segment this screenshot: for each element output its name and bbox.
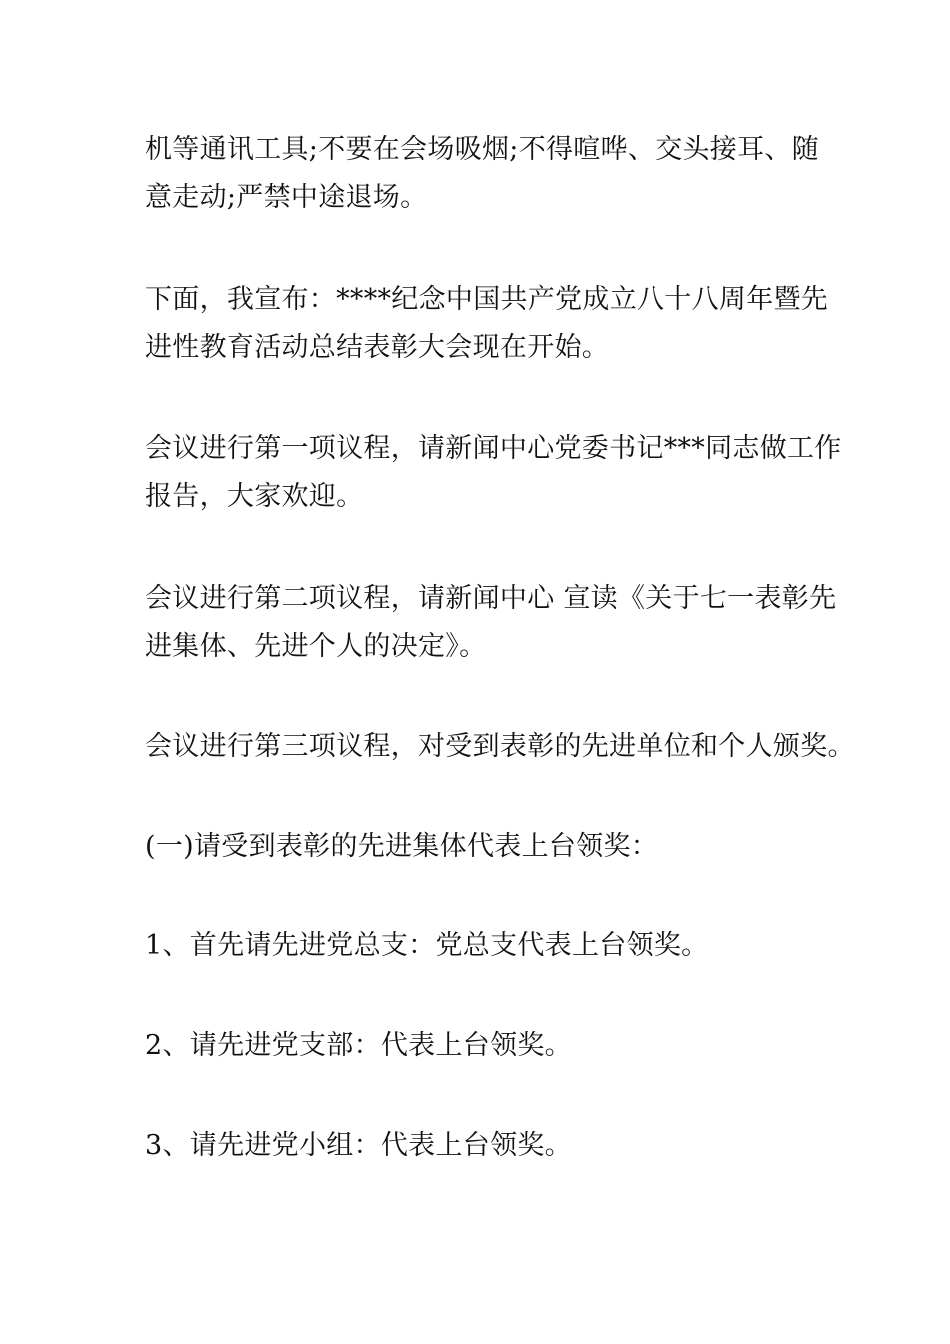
paragraph-agenda-item-1	[145, 425, 842, 521]
text-line: 3、请先进党小组：代表上台领奖。	[145, 1130, 572, 1161]
text-line: 进性教育活动总结表彰大会现在开始。	[145, 332, 610, 363]
paragraph-meeting-opening	[145, 276, 829, 372]
list-item-award-3	[145, 1122, 810, 1170]
text-line: 1、首先请先进党总支：党总支代表上台领奖。	[145, 930, 709, 961]
text-line: 报告，大家欢迎。	[145, 481, 364, 512]
text-line: 会议进行第三项议程，对受到表彰的先进单位和个人颁奖。	[145, 731, 855, 762]
list-item-award-1	[145, 922, 810, 970]
text-line: 下面，我宣布：****纪念中国共产党成立八十八周年暨先	[145, 284, 829, 315]
paragraph-collective-awards-heading	[145, 823, 810, 871]
paragraph-meeting-rules	[145, 126, 819, 222]
text-line: (一)请受到表彰的先进集体代表上台领奖：	[145, 831, 659, 862]
text-line: 2、请先进党支部：代表上台领奖。	[145, 1030, 572, 1061]
paragraph-agenda-item-3	[145, 723, 855, 771]
paragraph-agenda-item-2	[145, 575, 837, 671]
text-line: 意走动;严禁中途退场。	[145, 182, 428, 213]
list-item-award-2	[145, 1022, 810, 1070]
text-line: 会议进行第一项议程，请新闻中心党委书记***同志做工作	[145, 433, 842, 464]
text-line: 会议进行第二项议程，请新闻中心 宣读《关于七一表彰先	[145, 583, 837, 614]
text-line: 进集体、先进个人的决定》。	[145, 631, 487, 662]
text-line: 机等通讯工具;不要在会场吸烟;不得喧哗、交头接耳、随	[145, 134, 819, 165]
